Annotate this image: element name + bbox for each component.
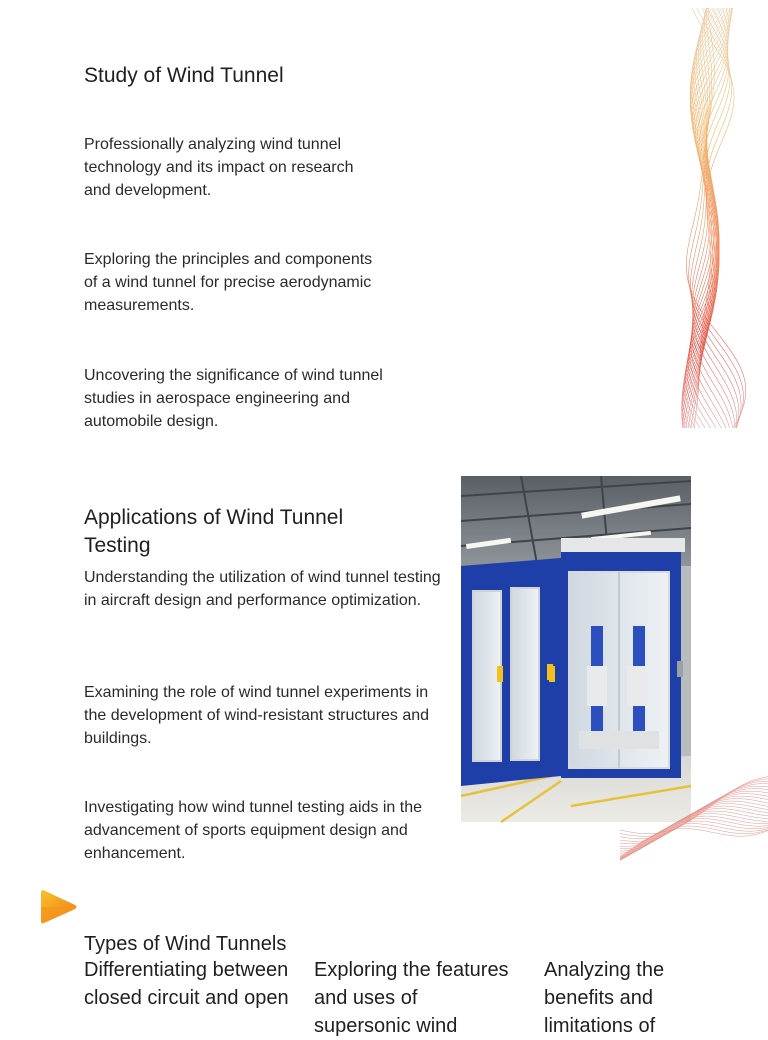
paragraph-study-1: Professionally analyzing wind tunnel technology and its impact on research and development. (84, 136, 354, 199)
paragraph-study-3: Uncovering the significance of wind tunnel studies in aerospace engineering and automobile design. (84, 367, 383, 430)
types-column-1: Differentiating between closed circuit and open (84, 959, 289, 1009)
paragraph-applications-3: Investigating how wind tunnel testing aids in the advancement of sports equipment design and enhancement. (84, 799, 422, 862)
section-title-types: Types of Wind Tunnels (84, 933, 287, 955)
section-title-applications: Applications of Wind Tunnel Testing (84, 506, 344, 557)
paragraph-study-2: Exploring the principles and components of a wind tunnel for precise aerodynamic measurements. (84, 251, 373, 314)
types-column-2: Exploring the features and uses of supersonic wind (314, 959, 509, 1037)
decorative-wave-lines (620, 770, 768, 870)
section-title-study: Study of Wind Tunnel (84, 64, 284, 87)
decorative-wave-ribbon (660, 8, 760, 438)
paragraph-applications-1: Understanding the utilization of wind tunnel testing in aircraft design and performance optimization. (84, 569, 441, 609)
orange-play-triangle-icon (37, 886, 79, 928)
types-column-3: Analyzing the benefits and limitations of (544, 959, 665, 1037)
paragraph-applications-2: Examining the role of wind tunnel experiments in the development of wind-resistant structures and buildings. (84, 684, 430, 747)
